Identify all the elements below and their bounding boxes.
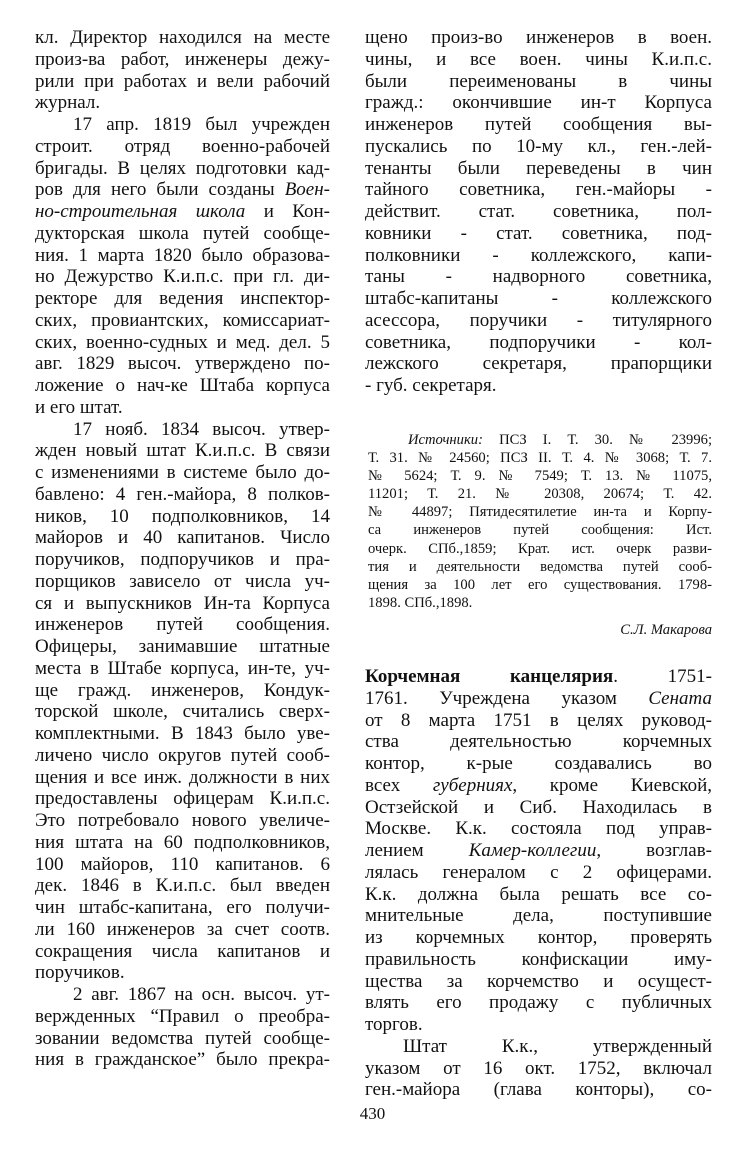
text-segment: дукторская школа путей сообще- xyxy=(35,222,330,244)
paragraph xyxy=(365,27,712,397)
text-line xyxy=(365,179,712,201)
text-line xyxy=(368,576,712,594)
text-segment: ректоре для ведения инспектор- xyxy=(35,288,330,309)
text-segment: лением xyxy=(365,840,469,861)
italic-term: Камер-коллегии xyxy=(468,840,597,861)
text-segment: от 8 марта 1751 в целях руковод- xyxy=(365,709,712,731)
right-column-continuation xyxy=(365,27,712,397)
text-line xyxy=(365,927,712,949)
text-segment: штабс-капитаны - коллежского xyxy=(365,288,712,309)
text-line xyxy=(35,1049,330,1071)
text-line xyxy=(365,905,712,927)
text-line xyxy=(365,688,712,710)
text-segment: чин штабс-капитана, его получи- xyxy=(35,897,330,918)
text-line xyxy=(365,775,712,797)
text-segment: - губ. секретаря. xyxy=(365,375,497,396)
text-line xyxy=(35,179,330,201)
text-line xyxy=(365,245,712,267)
text-line xyxy=(35,658,330,680)
text-segment: ли 160 инженеров за счет соотв. xyxy=(35,918,330,940)
text-line xyxy=(365,332,712,354)
text-line xyxy=(365,71,712,93)
text-line xyxy=(365,114,712,136)
text-line xyxy=(35,810,330,832)
text-line xyxy=(35,593,330,615)
text-line xyxy=(365,666,712,688)
text-segment: кл. Директор находился на месте xyxy=(35,27,330,48)
text-segment: майоров и 40 капитанов. Число xyxy=(35,527,330,549)
text-line xyxy=(365,731,712,753)
text-segment: щества за корчемство и осущест- xyxy=(365,970,712,992)
text-line xyxy=(35,353,330,375)
text-segment: ния в гражданское” было прекра- xyxy=(35,1049,330,1071)
text-line xyxy=(35,897,330,919)
text-segment: с изменениями в системе было до- xyxy=(35,462,330,483)
paragraph xyxy=(35,114,330,419)
article-title: Корчемная канцелярия xyxy=(365,666,614,687)
text-line xyxy=(368,485,712,503)
text-segment: жден новый штат К.и.п.с. В связи xyxy=(35,440,330,462)
text-segment: и Кон- xyxy=(245,201,331,222)
text-line xyxy=(35,875,330,897)
text-line xyxy=(365,710,712,732)
text-segment: Это потребовало нового увеличе- xyxy=(35,810,330,831)
text-line xyxy=(35,114,330,136)
text-line xyxy=(35,527,330,549)
text-segment: бавлено: 4 ген.-майора, 8 полков- xyxy=(35,483,330,505)
text-segment: 1898. СПб.,1898. xyxy=(368,594,473,611)
text-line xyxy=(35,1028,330,1050)
italic-term: но-строительная школа xyxy=(35,201,246,222)
text-line xyxy=(35,223,330,245)
text-line xyxy=(365,884,712,906)
text-line xyxy=(365,27,712,49)
text-segment: лялась генералом с 2 офицерами. xyxy=(365,861,712,883)
text-line xyxy=(365,840,712,862)
text-segment: ковники - стат. советника, под- xyxy=(365,222,712,244)
text-segment: авг. 1829 высоч. утверждено по- xyxy=(35,353,330,375)
text-line xyxy=(365,1014,712,1036)
italic-term: Сената xyxy=(648,687,712,709)
text-line xyxy=(365,1036,712,1058)
text-segment: чины, и все воен. чины К.и.п.с. xyxy=(365,48,712,70)
text-line xyxy=(35,614,330,636)
text-segment: ров для него были созданы xyxy=(35,179,285,201)
text-segment: порщиков зависело от числа уч- xyxy=(35,570,330,592)
text-segment: са инженеров путей сообщения: Ист. xyxy=(368,522,712,539)
text-segment: поручиков. xyxy=(35,962,125,984)
text-segment: ще гражд. инженеров, Кондук- xyxy=(35,679,330,701)
text-line xyxy=(35,332,330,354)
text-segment: были переименованы в чины xyxy=(365,70,712,92)
text-segment: инженеров путей сообщения. xyxy=(35,614,330,636)
text-segment: бригады. В целях подготовки кад- xyxy=(35,157,330,179)
text-segment: ских, провиантских, комиссариат- xyxy=(35,309,330,331)
text-line xyxy=(35,462,330,484)
text-segment: 17 нояб. 1834 высоч. утвер- xyxy=(73,418,330,440)
text-segment: указом от 16 окт. 1752, включал xyxy=(365,1057,712,1079)
text-segment: тенанты были переведены в чин xyxy=(365,157,712,179)
text-line xyxy=(35,419,330,441)
text-line xyxy=(365,92,712,114)
text-line xyxy=(365,971,712,993)
paragraph xyxy=(365,666,712,1036)
text-segment: журнал. xyxy=(35,92,101,114)
text-line xyxy=(35,767,330,789)
text-segment: 17 апр. 1819 был учрежден xyxy=(73,114,330,135)
text-line xyxy=(35,962,330,984)
text-line xyxy=(368,467,712,485)
text-line xyxy=(365,266,712,288)
text-segment: , возглав- xyxy=(596,840,712,861)
text-line xyxy=(35,941,330,963)
text-line xyxy=(365,818,712,840)
text-segment: ген.-майора (глава конторы), со- xyxy=(365,1079,712,1101)
text-line xyxy=(365,136,712,158)
text-line xyxy=(365,288,712,310)
text-line xyxy=(365,992,712,1014)
text-line xyxy=(35,854,330,876)
author-signature: С.Л. Макарова xyxy=(620,622,712,638)
text-segment: К.к. должна была решать все со- xyxy=(365,883,712,905)
text-line xyxy=(35,27,330,49)
text-segment: Остзейской и Сиб. Находилась в xyxy=(365,796,712,818)
text-segment: строит. отряд военно-рабочей xyxy=(35,135,330,157)
text-segment: ся и выпускников Ин-та Корпуса xyxy=(35,592,330,614)
text-line xyxy=(35,310,330,332)
text-line xyxy=(365,862,712,884)
text-line xyxy=(365,223,712,245)
text-line xyxy=(365,49,712,71)
text-segment: 11201; Т. 21. № 20308, 20674; Т. 42. xyxy=(368,486,712,503)
text-segment: вержденных “Правил о преобра- xyxy=(35,1005,330,1027)
text-segment: влять его продажу с публичных xyxy=(365,992,712,1014)
text-line xyxy=(35,245,330,267)
text-line xyxy=(35,549,330,571)
text-line xyxy=(35,484,330,506)
text-segment: но Дежурство К.и.п.с. при гл. ди- xyxy=(35,266,330,288)
text-segment: тия и деятельности ведомства путей сооб- xyxy=(368,558,712,575)
text-line xyxy=(35,136,330,158)
text-segment: № 44897; Пятидесятилетие ин-та и Корпу- xyxy=(368,504,712,521)
text-segment: советника, подпоручики - кол- xyxy=(365,331,712,353)
text-line xyxy=(35,984,330,1006)
text-segment: очерк. СПб.,1859; Крат. ист. очерк разви- xyxy=(368,540,712,557)
text-segment: № 5624; Т. 9. № 7549; Т. 13. № 11075, xyxy=(368,468,712,485)
text-line xyxy=(35,506,330,528)
text-segment: мнительные дела, поступившие xyxy=(365,905,712,927)
paragraph xyxy=(35,984,330,1071)
text-segment: торгов. xyxy=(365,1014,423,1035)
text-segment: Т. 31. № 24560; ПСЗ II. Т. 4. № 3068; Т. 7. xyxy=(368,450,712,467)
text-line xyxy=(368,540,712,558)
text-line xyxy=(365,949,712,971)
text-segment: гражд.: окончившие ин-т Корпуса xyxy=(365,92,712,114)
text-line xyxy=(35,92,330,114)
text-segment: , кроме Киевской, xyxy=(512,774,712,796)
text-line xyxy=(365,753,712,775)
text-line xyxy=(365,1079,712,1101)
paragraph xyxy=(35,27,330,114)
text-segment: дек. 1846 в К.и.п.с. был введен xyxy=(35,875,330,897)
text-segment: полковники - коллежского, капи- xyxy=(365,244,712,266)
italic-term: Источники: xyxy=(408,432,483,448)
text-line xyxy=(35,571,330,593)
text-segment: ников, 10 подполковников, 14 xyxy=(35,505,330,527)
text-segment: предоставлены офицерам К.и.п.с. xyxy=(35,788,330,810)
text-segment: ПСЗ I. Т. 30. № 23996; xyxy=(482,432,712,448)
paragraph xyxy=(365,1036,712,1101)
text-segment: из корчемных контор, проверять xyxy=(365,927,712,948)
text-segment: торской школе, считались сверх- xyxy=(35,701,330,723)
text-segment: 1761. Учреждена указом xyxy=(365,687,649,709)
text-line xyxy=(35,288,330,310)
text-line xyxy=(365,353,712,375)
text-line xyxy=(35,788,330,810)
text-line xyxy=(368,558,712,576)
sources-list xyxy=(368,431,712,612)
italic-term: губерниях xyxy=(432,774,513,796)
text-segment: и его штат. xyxy=(35,396,123,418)
paragraph xyxy=(35,419,330,985)
text-line xyxy=(35,440,330,462)
text-segment: произ-ва работ, инженеры дежу- xyxy=(35,48,330,70)
text-line xyxy=(365,375,712,397)
text-line xyxy=(368,449,712,467)
text-segment: асессора, поручики - титулярного xyxy=(365,309,712,331)
text-segment: Офицеры, занимавшие штатные xyxy=(35,636,330,657)
text-line xyxy=(368,521,712,539)
text-line xyxy=(35,71,330,93)
text-line xyxy=(35,397,330,419)
text-segment: правильность конфискации иму- xyxy=(365,948,712,970)
text-line xyxy=(35,680,330,702)
text-line xyxy=(365,158,712,180)
text-segment: ских, военно-судных и мед. дел. 5 xyxy=(35,331,330,353)
text-segment: 100 майоров, 110 капитанов. 6 xyxy=(35,853,330,875)
text-segment: щения и все инж. должности в них xyxy=(35,766,330,788)
text-segment: поручиков, подпоручиков и пра- xyxy=(35,549,330,570)
text-line xyxy=(368,503,712,521)
paragraph xyxy=(368,431,712,612)
text-line xyxy=(35,1006,330,1028)
text-line xyxy=(35,49,330,71)
text-segment: щения за 100 лет его существования. 1798- xyxy=(368,576,712,593)
page-number: 430 xyxy=(359,1104,386,1123)
text-line xyxy=(365,310,712,332)
text-segment: контор, к-рые создавались во xyxy=(365,753,712,774)
text-segment: инженеров путей сообщения вы- xyxy=(365,114,712,135)
text-segment: ния. 1 марта 1820 было образова- xyxy=(35,244,330,266)
text-segment: сокращения числа капитанов и xyxy=(35,940,330,962)
text-segment: комплектными. В 1843 было уве- xyxy=(35,723,330,744)
text-segment: 2 авг. 1867 на осн. высоч. ут- xyxy=(73,984,330,1005)
text-line xyxy=(35,158,330,180)
text-segment: рили при работах и вели рабочий xyxy=(35,70,330,92)
text-segment: всех xyxy=(365,774,433,796)
text-segment: лежского секретаря, прапорщики xyxy=(365,353,712,375)
text-line xyxy=(365,797,712,819)
text-segment: ства деятельностью корчемных xyxy=(365,731,712,753)
article-korchemnaya-kantselyariya xyxy=(365,666,712,1101)
text-segment: тайного советника, ген.-майоры - xyxy=(365,179,712,201)
text-segment: пускались по 10-му кл., ген.-лей- xyxy=(365,135,712,157)
text-segment: ложение о нач-ке Штаба корпуса xyxy=(35,375,330,396)
text-line xyxy=(368,594,712,612)
text-segment: щено произ-во инженеров в воен. xyxy=(365,27,712,48)
text-segment: . 1751- xyxy=(613,666,712,687)
text-line xyxy=(35,266,330,288)
italic-term: Воен- xyxy=(284,179,330,201)
text-line xyxy=(368,431,712,449)
text-line xyxy=(35,919,330,941)
text-line xyxy=(35,832,330,854)
text-segment: ния штата на 60 подполковников, xyxy=(35,831,330,853)
text-segment: Москве. К.к. состояла под управ- xyxy=(365,818,712,840)
text-segment: места в Штабе корпуса, ин-те, уч- xyxy=(35,657,330,679)
text-segment: Штат К.к., утвержденный xyxy=(403,1035,712,1057)
text-segment: действит. стат. советника, пол- xyxy=(365,201,712,222)
text-line xyxy=(35,745,330,767)
text-line xyxy=(365,1058,712,1080)
text-line xyxy=(35,701,330,723)
text-segment: зовании ведомства путей сообще- xyxy=(35,1027,330,1049)
text-line xyxy=(365,201,712,223)
text-line xyxy=(35,723,330,745)
left-column xyxy=(35,27,330,1071)
text-line xyxy=(35,201,330,223)
text-segment: таны - надворного советника, xyxy=(365,266,712,288)
text-segment: личено число округов путей сооб- xyxy=(35,744,330,766)
text-line xyxy=(35,375,330,397)
text-line xyxy=(35,636,330,658)
